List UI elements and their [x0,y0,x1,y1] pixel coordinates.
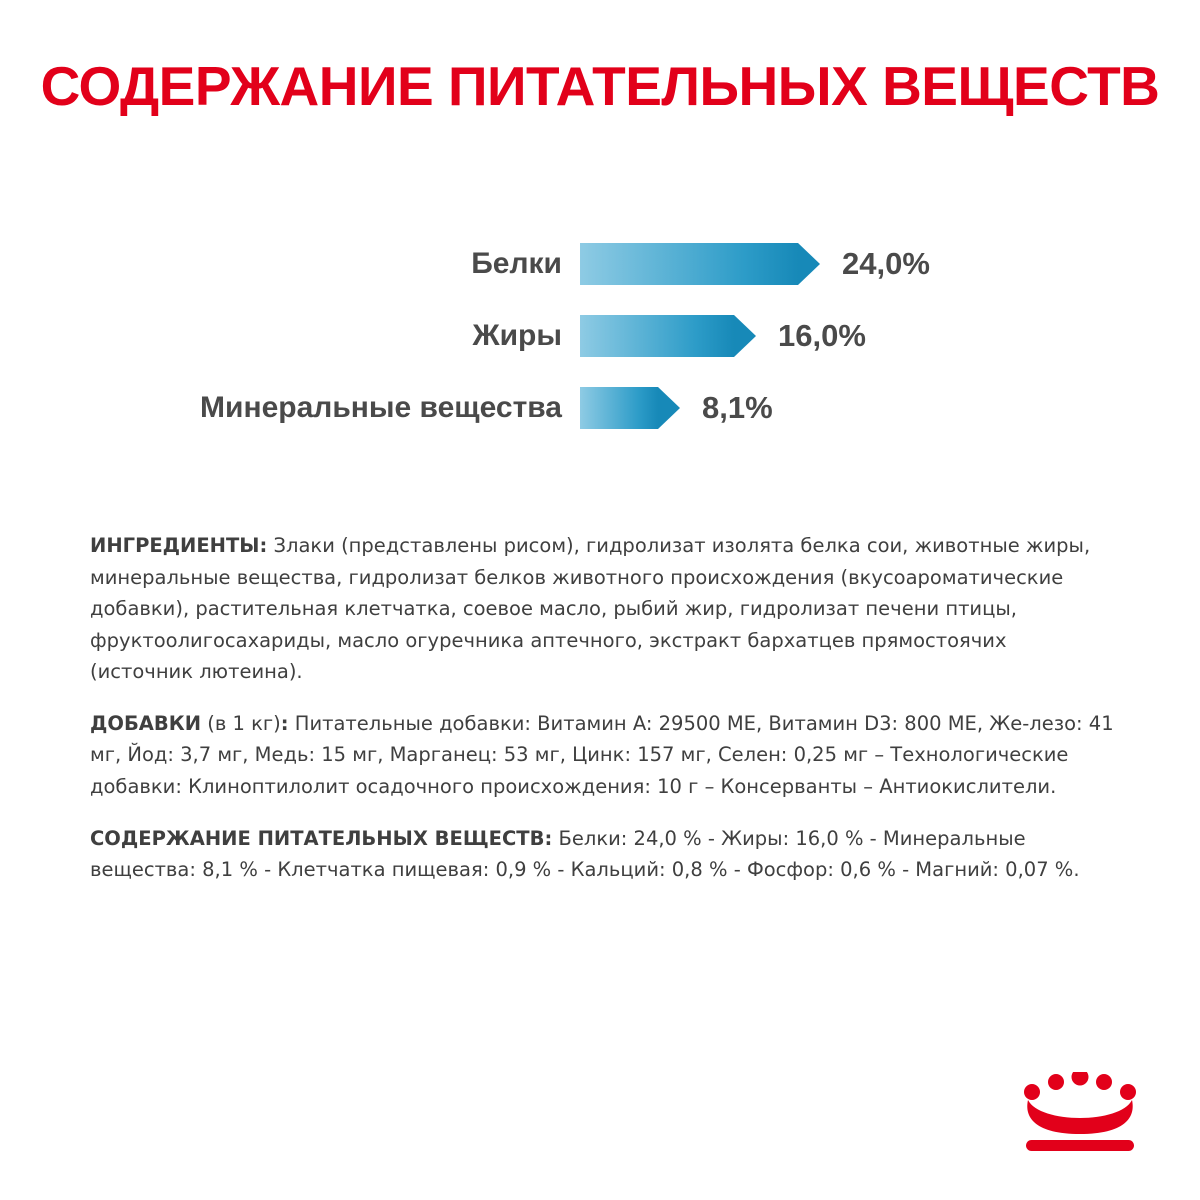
ingredients-body: Злаки (представлены рисом), гидролизат изолята белка сои, животные жиры, минеральные вещества, гидролизат белков животного происхождения (вкусоароматические добавки), растительная клетчатка, соевое масло, рыбий жир, гидролизат печени птицы, фруктоолигосахариды, масло огуречника аптечного, экстракт бархатцев прямостоячих (источник лютеина). [90,534,1091,684]
chart-bar-group-minerals [580,387,773,429]
chart-label-fat: Жиры [472,319,562,352]
nutrients-paragraph [90,823,1114,886]
chart-bar-fat [580,315,756,357]
nutrients-heading: СОДЕРЖАНИЕ ПИТАТЕЛЬНЫХ ВЕЩЕСТВ: [90,826,553,850]
chart-bar-group-fat [580,315,866,357]
chart-value-fat: 16,0% [778,318,866,353]
additives-heading-colon: : [280,711,289,735]
chart-row-minerals [0,372,1200,444]
nutrients-body: Белки: 24,0 % - Жиры: 16,0 % - Минеральные вещества: 8,1 % - Клетчатка пищевая: 0,9 % - Кальций: 0,8 % - Фосфор: 0,6 % - Магний: 0,07 %. [90,826,1080,882]
page-title: СОДЕРЖАНИЕ ПИТАТЕЛЬНЫХ ВЕЩЕСТВ [40,55,1160,117]
chart-bar-protein-tip [798,243,820,285]
chart-bar-fat-tip [734,315,756,357]
chart-bar-protein-body [580,243,798,285]
royal-canin-crown-logo-icon [1020,1072,1140,1158]
chart-bar-fat-body [580,315,734,357]
chart-bar-minerals [580,387,680,429]
chart-bar-group-protein [580,243,930,285]
chart-row-fat [0,300,1200,372]
chart-bar-minerals-body [580,387,658,429]
chart-row-protein [0,228,1200,300]
additives-heading: ДОБАВКИ [90,711,202,735]
product-details [90,530,1114,886]
ingredients-heading: ИНГРЕДИЕНТЫ: [90,534,268,557]
chart-label-protein: Белки [471,247,562,280]
additives-heading-qualifier: (в 1 кг) [201,711,281,735]
nutrient-bar-chart [0,228,1200,444]
ingredients-paragraph [90,530,1114,688]
chart-value-protein: 24,0% [842,246,930,281]
chart-bar-minerals-tip [658,387,680,429]
chart-label-minerals: Минеральные вещества [200,391,562,424]
chart-value-minerals: 8,1% [702,390,773,425]
additives-body: Питательные добавки: Витамин A: 29500 МЕ, Витамин D3: 800 МЕ, Же-лезо: 41 мг, Йод: 3,7 мг, Медь: 15 мг, Марганец: 53 мг, Цинк: 157 мг, Селен: 0,25 мг – Технологические добавки: Клиноптилолит осадочного происхождения: 10 г – Консерванты – Антиокислители. [90,711,1114,799]
chart-bar-protein [580,243,820,285]
additives-paragraph [90,708,1114,803]
